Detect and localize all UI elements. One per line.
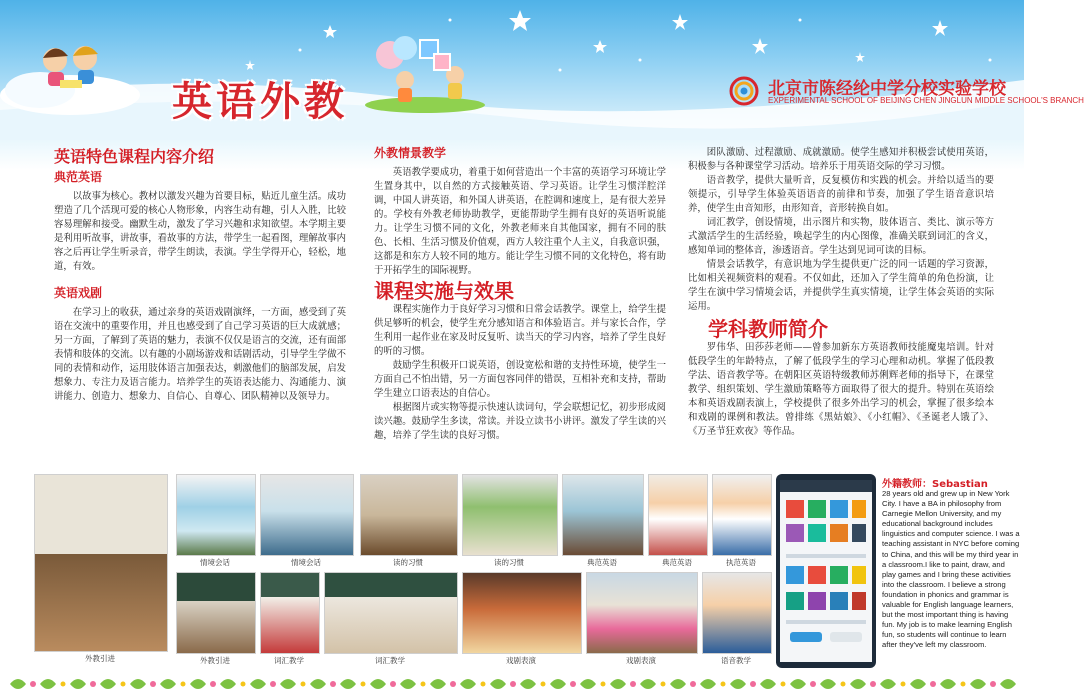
photo-dianfan-english-3 [712, 474, 772, 556]
paragraph-implementation-3: 根据图片或实物等提示快速认读词句，学会联想记忆，初步形成阅读兴趣。鼓励学生多读，常读。并设立读书小讲评。激发了学生读的兴趣，培养了学生读的良好习惯。 [374, 402, 666, 441]
paragraph-teachers: 罗伟华、田莎莎老师——曾参加新东方英语教师技能魔鬼培训。针对低段学生的年龄特点，了解了低段学生的学习心理和动机。掌握了低段教学法、语音教学等。在朝阳区英语特级教师苏俐辉老师的指导下，在课堂教学、组织策划、学生激励策略等方面取得了很大的提升。特别在英语绘本和英语戏剧表演上，学校提供了很多外出学习的机会，掌握了很多绘本和戏剧的课例和教法。曾排练《黑姑娘》、《小红帽》、《圣诞老人饿了》、《万圣节狂欢夜》等作品。 [688, 342, 994, 437]
page-title: 英语外教 [172, 79, 348, 125]
subheading-dianfan-english: 典范英语 [54, 170, 103, 184]
section-heading-implementation: 课程实施与效果 [374, 279, 514, 303]
paragraph-vocabulary: 词汇教学，创设情境，出示图片和实物，肢体语言、类比、演示等方式激活学生的生活经验，唤起学生的内心图像，准确关联到词汇的含义，感知单词的整体音，渗透语音。学生达到见词可读的目标。 [688, 217, 994, 256]
photo-vocabulary-teaching-1 [260, 572, 320, 654]
school-logo-icon [726, 76, 762, 106]
photo-caption: 情境会话 [200, 558, 230, 567]
photo-caption: 情境会话 [291, 558, 321, 567]
kids-abc-illustration [360, 30, 490, 115]
photo-dianfan-english-2 [648, 474, 708, 556]
subheading-situational-teaching: 外教情景教学 [374, 146, 447, 160]
paragraph-motivation: 团队激励、过程激励、成就激励。使学生感知并积极尝试使用英语，积极参与各种课堂学习活动。培养乐于用英语交际的学习习惯。 [688, 147, 994, 172]
photo-foreign-teacher-classroom [34, 474, 168, 652]
photo-foreign-teacher-2 [176, 572, 256, 654]
column-2 [374, 146, 666, 443]
paragraph-dianfan: 以故事为核心。教材以激发兴趣为首要目标，贴近儿童生活。成功塑造了几个活现可爱的核心人物形象，内容生动有趣，引人入胜，比较容易理解和接受。幽默生动，激发了学习兴趣和求知欲望。本学期主要是利用听故事，讲故事，看故事的方法，带学生一起看图，理解故事内容之后再让学生听录音，带学生朗读，表演。学生学得开心，轻松，地道，有效。 [54, 191, 346, 272]
photo-caption: 戏剧表演 [506, 656, 536, 665]
school-name-en: EXPERIMENTAL SCHOOL OF BEIJING CHEN JINGLUN MIDDLE SCHOOL'S BRANCH [768, 96, 1084, 105]
photo-vocabulary-teaching-2 [324, 572, 458, 654]
app-grid-graphic [776, 474, 876, 668]
photo-caption: 典范英语 [587, 558, 617, 567]
photo-dianfan-english-1 [562, 474, 644, 556]
paragraph-drama: 在学习上的收获，通过亲身的英语戏剧演绎，一方面，感受到了英语在交流中的重要作用，并且也感受到了自己学习英语的巨大成就感；另一方面，了解到了英语的魅力，表演不仅仅是语言的交流，还有面部表情和肢体的交流。以有趣的小剧场游戏和话剧活动，引导学生学做不同的表情和动作，运用肢体语言加强表达，刺激他们的脑部发展，启发想象力、专注力及语言能力。培养学生的英语表达能力、沟通能力、演讲能力、创造力、想象力、自信心、自尊心、团队精神以及领导力。 [54, 307, 346, 402]
subheading-english-drama: 英语戏剧 [54, 286, 103, 300]
photo-phonics-teaching [702, 572, 772, 654]
photo-caption: 词汇教学 [274, 656, 304, 665]
sky-header-background [0, 0, 1024, 140]
kids-on-cloud-illustration [0, 20, 150, 120]
photo-drama-performance-2 [586, 572, 698, 654]
school-name: 北京市陈经纶中学分校实验学校 [768, 79, 1006, 99]
teacher-name: 外籍教师：Sebastian [882, 479, 988, 490]
photo-drama-performance-1 [462, 572, 582, 654]
photo-caption: 戏剧表演 [626, 656, 656, 665]
paragraph-situational: 英语教学要成功，着重于如何营造出一个丰富的英语学习环境让学生置身其中，以自然的方式接触英语、学习英语。让学生习惯洋腔洋调，中国人讲英语，和外国人讲英语，在腔调和速度上，是有很大差异的。学校有外教老师协助教学，更能帮助学生拥有良好的英语听说能力。让学生习惯不同的文化，外教老师来自其他国家，拥有不同的肤色、长相、生活习惯及价值观，西方人较注重个人主义，自我意识强，这都是和东方人较不同的地方。能让学生习惯不同的文化特色，将有助于开拓学生的国际视野。 [374, 167, 666, 276]
photo-caption: 外教引进 [200, 656, 230, 665]
column-3 [688, 146, 994, 439]
photo-caption: 读的习惯 [494, 558, 524, 567]
photo-caption: 外教引进 [85, 654, 115, 663]
paragraph-implementation-2: 鼓励学生积极开口说英语，创设宽松和谐的支持性环境，使学生一方面自己不怕出错，另一方面包容同伴的错误，互相补充和支持，帮助学生建立口语表达的自信心。 [374, 360, 666, 399]
photo-reading-habit-2 [462, 474, 558, 556]
paragraph-phonics: 语音教学，提供大量听音，反复模仿和实践的机会。并给以适当的要领提示，引导学生体验英语语音的前律和节奏，加强了学生语音意识培养，使学生由音知形，由形知音，音形转换自如。 [688, 175, 994, 214]
photo-situational-dialogue-2 [260, 474, 354, 556]
photo-caption: 典范英语 [662, 558, 692, 567]
photo-caption: 词汇教学 [375, 656, 405, 665]
paragraph-implementation-1: 课程实施作力于良好学习习惯和日常会话教学。课堂上，给学生提供足够听的机会，使学生充分感知语言和体验语言。并与家长合作，学生利用一起作业在家及时反复听、读当天的学习内容，培养了学生良好的听的习惯。 [374, 304, 666, 357]
photo-situational-dialogue-1 [176, 474, 256, 556]
photo-caption: 读的习惯 [393, 558, 423, 567]
decorative-bottom-border [0, 670, 1024, 699]
photo-reading-habit-1 [360, 474, 458, 556]
section-heading-course-intro: 英语特色课程内容介绍 [54, 147, 215, 166]
teacher-bio: 28 years old and grew up in New York City. I have a BA in philosophy from Carnegie Mellon University, and my educational background includes linguistics and computer science. I was a teaching assistant in NYC before coming to China, and this will be my third year in a classroom.I like to paint, draw, and play games and I bring these activities into the classroom. I believe a strong foundation in phonics and grammar is valuable for English language learners, but the most important thing is having fun. My job is to make learning English fun, so students will continue to learn after they've left my classroom. [882, 489, 1020, 650]
column-1 [54, 147, 346, 404]
photo-caption: 语音教学 [721, 656, 751, 665]
phone-app-screenshot [776, 474, 876, 668]
paragraph-dialogue: 情景会话教学，有意识地为学生提供更广泛的同一话题的学习资源，比如相关视频资料的观看。不仅如此，还加入了学生简单的角色扮演，让学生在演中学习情境会话，并提供学生真实情境，让学生体会英语的实际运用。 [688, 259, 994, 312]
section-heading-teachers: 学科教师简介 [708, 317, 828, 341]
photo-caption: 执范英语 [726, 558, 756, 567]
